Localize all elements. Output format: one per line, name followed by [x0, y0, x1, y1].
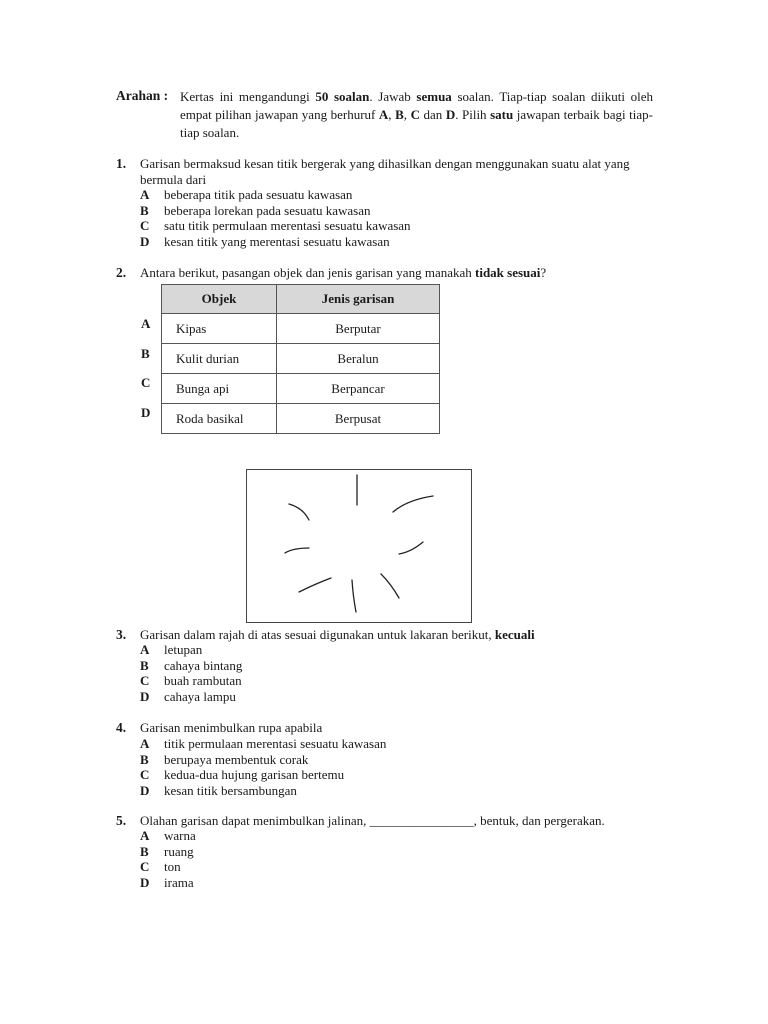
line-stroke [352, 580, 356, 612]
table-cell-jenis: Berpancar [277, 374, 440, 404]
option-a[interactable]: A [141, 316, 151, 331]
question-1-text: Garisan bermaksud kesan titik bergerak yang dihasilkan dengan menggunakan suatu alat yang bermula dari [140, 156, 630, 187]
option-b[interactable]: B [141, 346, 150, 361]
option-c[interactable]: C kedua-dua hujung garisan bertemu [140, 767, 345, 782]
column-header-objek: Objek [162, 285, 277, 314]
table-cell-objek: Kulit durian [162, 344, 277, 374]
table-cell-jenis: Beralun [277, 344, 440, 374]
radiating-lines-drawing [247, 470, 471, 622]
question-3-options [140, 642, 242, 704]
question-5-options [140, 828, 196, 890]
option-c[interactable]: C satu titik permulaan merentasi sesuatu kawasan [140, 218, 411, 233]
line-stroke [393, 496, 433, 512]
option-a[interactable]: A titik permulaan merentasi sesuatu kawasan [140, 736, 387, 751]
radiating-lines-figure [246, 469, 472, 623]
option-a[interactable]: A letupan [140, 642, 203, 657]
question-3-text: Garisan dalam rajah di atas sesuai digunakan untuk lakaran berikut, kecuali [140, 627, 535, 642]
option-a[interactable]: A warna [140, 828, 196, 843]
table-cell-jenis: Berpusat [277, 404, 440, 434]
option-d[interactable]: D [141, 405, 151, 420]
table-header-row [162, 285, 440, 314]
question-2-number: 2. [116, 265, 127, 280]
option-d[interactable]: D cahaya lampu [140, 688, 236, 704]
option-a[interactable]: A beberapa titik pada sesuatu kawasan [140, 187, 353, 202]
instructions-text: Kertas ini mengandungi 50 soalan. Jawab semua soalan. Tiap-tiap soalan diikuti oleh empat pilihan jawapan yang berhuruf A, B, C dan D. Pilih satu jawapan terbaik bagi tiap-tiap soalan. [180, 89, 654, 140]
table-cell-objek: Kipas [162, 314, 277, 344]
option-d[interactable]: D irama [140, 874, 194, 890]
question-5-text: Olahan garisan dapat menimbulkan jalinan, ________________, bentuk, dan pergerakan. [140, 813, 605, 828]
column-header-jenis-garisan: Jenis garisan [277, 285, 440, 314]
question-1-options [140, 187, 411, 249]
line-stroke [289, 504, 309, 520]
line-stroke [299, 578, 331, 592]
table-row [162, 314, 440, 344]
question-1-number: 1. [116, 156, 127, 171]
option-c[interactable]: C buah rambutan [140, 673, 242, 688]
table-cell-jenis: Berputar [277, 314, 440, 344]
line-stroke [285, 548, 309, 553]
table-row [162, 404, 440, 434]
object-line-type-table [161, 284, 440, 434]
option-d[interactable]: D kesan titik bersambungan [140, 782, 297, 798]
question-4-options [140, 736, 386, 798]
option-b[interactable]: B berupaya membentuk corak [140, 751, 309, 767]
question-2-text: Antara berikut, pasangan objek dan jenis garisan yang manakah tidak sesuai? [140, 265, 547, 280]
question-3-number: 3. [116, 627, 127, 642]
question-5-number: 5. [116, 813, 127, 828]
option-c[interactable]: C [141, 375, 151, 390]
option-b[interactable]: B ruang [140, 843, 194, 859]
question-4-number: 4. [116, 720, 127, 735]
option-b[interactable]: B beberapa lorekan pada sesuatu kawasan [140, 202, 371, 218]
option-b[interactable]: B cahaya bintang [140, 657, 243, 673]
line-stroke [381, 574, 399, 598]
table-cell-objek: Roda basikal [162, 404, 277, 434]
table-row [162, 344, 440, 374]
instructions-label: Arahan : [116, 88, 169, 103]
line-stroke [399, 542, 423, 554]
option-d[interactable]: D kesan titik yang merentasi sesuatu kawasan [140, 233, 390, 249]
option-c[interactable]: C ton [140, 859, 181, 874]
table-cell-objek: Bunga api [162, 374, 277, 404]
table-row [162, 374, 440, 404]
question-4-text: Garisan menimbulkan rupa apabila [140, 720, 323, 735]
